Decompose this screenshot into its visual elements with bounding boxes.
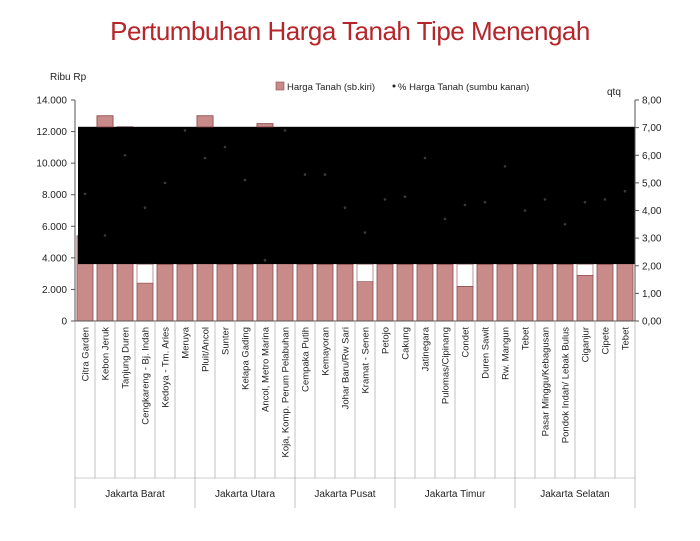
category-label: Petojo	[380, 327, 392, 354]
bar	[557, 264, 573, 321]
left-tick-label: 8.000	[41, 190, 67, 202]
category-label: Kebon Jeruk	[100, 327, 112, 381]
category-labels	[75, 321, 635, 508]
category-label: Tebet	[520, 327, 532, 351]
category-label: Koja, Komp. Perum Pelabuhan	[280, 327, 292, 458]
category-label: Cipete	[600, 327, 612, 355]
group-label: Jakarta Timur	[424, 489, 486, 500]
bar	[217, 264, 233, 321]
percent-point	[124, 154, 127, 157]
percent-point	[384, 198, 387, 201]
category-label: Jatinegara	[420, 327, 432, 372]
category-label: Condet	[460, 327, 472, 358]
dark-panel	[78, 127, 635, 264]
bar	[497, 264, 513, 321]
bar	[457, 286, 473, 321]
category-label: Kedoya - Tm. Aries	[160, 327, 172, 408]
percent-point	[84, 193, 87, 196]
bar	[577, 275, 593, 321]
percent-point	[624, 190, 627, 193]
percent-point	[504, 165, 507, 168]
bar	[377, 264, 393, 321]
page-title: Pertumbuhan Harga Tanah Tipe Menengah	[110, 16, 590, 46]
percent-point	[284, 129, 287, 132]
category-label: Pulomas/Cipinang	[440, 327, 452, 405]
category-label: Johar Baru/Rw Sari	[340, 327, 352, 410]
left-axis-unit: Ribu Rp	[50, 72, 87, 83]
category-label: Rw. Mangun	[500, 327, 512, 380]
right-tick-label: 7,00	[642, 123, 662, 135]
right-tick-label: 4,00	[642, 206, 662, 217]
bar	[177, 264, 193, 321]
percent-point	[564, 223, 567, 226]
percent-point	[424, 157, 427, 160]
left-tick-label: 10.000	[36, 158, 67, 170]
right-tick-label: 3,00	[642, 233, 662, 245]
bar	[137, 283, 153, 321]
right-tick-label: 1,00	[642, 288, 662, 300]
left-tick-label: 0	[61, 316, 67, 328]
percent-point	[344, 206, 347, 209]
right-tick-label: 0,00	[642, 316, 662, 328]
category-label: Pluit/Ancol	[200, 327, 212, 372]
category-label: Duren Sawit	[480, 327, 492, 379]
category-label: Kelapa Gading	[240, 327, 252, 390]
left-tick-label: 2.000	[41, 284, 67, 296]
category-label: Kemayoran	[320, 327, 332, 376]
percent-point	[104, 234, 107, 237]
percent-point	[524, 209, 527, 212]
bar	[437, 264, 453, 321]
category-label: Ancol, Metro Marina	[260, 327, 272, 413]
percent-point	[244, 179, 247, 182]
percent-point	[144, 206, 147, 209]
category-label: Sunter	[220, 327, 232, 355]
percent-point	[364, 231, 367, 234]
legend-label-bar: Harga Tanah (sb.kiri)	[287, 82, 376, 93]
percent-point	[164, 182, 167, 185]
group-label: Jakarta Pusat	[314, 489, 376, 500]
category-label: Tanjung Duren	[120, 327, 132, 389]
category-label: Citra Garden	[80, 327, 92, 382]
percent-point	[584, 201, 587, 204]
bar-top	[197, 116, 213, 127]
bar	[337, 264, 353, 321]
percent-point	[224, 146, 227, 149]
legend-swatch-bar	[276, 82, 284, 90]
category-label: Cempaka Putih	[300, 327, 312, 392]
bar-top	[257, 124, 273, 127]
bar	[537, 264, 553, 321]
dark-overlay-layer	[78, 116, 635, 287]
bar-gap	[457, 264, 473, 286]
percent-point	[304, 173, 307, 176]
percent-point	[544, 198, 547, 201]
bar	[297, 264, 313, 321]
bar	[517, 264, 533, 321]
right-tick-label: 2,00	[642, 261, 662, 273]
bar-gap	[577, 264, 593, 275]
category-label: Cengkareng - Bj. Indah	[140, 327, 152, 425]
group-label: Jakarta Selatan	[540, 489, 610, 500]
percent-point	[404, 195, 407, 198]
bar	[317, 264, 333, 321]
left-tick-label: 4.000	[41, 253, 67, 265]
category-label: Cakung	[400, 327, 412, 360]
group-label: Jakarta Barat	[105, 489, 165, 500]
bar	[397, 264, 413, 321]
legend	[276, 82, 529, 93]
category-label: Pasar Minggu/Kebagusan	[540, 327, 552, 437]
right-tick-label: 6,00	[642, 150, 662, 162]
left-tick-label: 12.000	[36, 127, 67, 139]
group-label: Jakarta Utara	[214, 489, 276, 500]
percent-point	[324, 173, 327, 176]
left-tick-label: 14.000	[36, 95, 67, 107]
bar-top	[97, 116, 113, 127]
percent-point	[204, 157, 207, 160]
category-label: Meruya	[180, 327, 192, 359]
bar	[357, 282, 373, 322]
right-tick-label: 8,00	[642, 95, 662, 107]
bar	[477, 264, 493, 321]
bar	[597, 264, 613, 321]
percent-point	[484, 201, 487, 204]
category-label: Ciganjur	[580, 327, 592, 363]
category-label: Tebet	[620, 327, 632, 351]
right-tick-label: 5,00	[642, 178, 662, 190]
bar	[237, 264, 253, 321]
percent-point	[464, 204, 467, 207]
legend-swatch-marker	[393, 85, 396, 88]
category-label: Pondok Indah/ Lebak Bulus	[560, 327, 572, 444]
percent-point	[604, 198, 607, 201]
legend-label-marker: % Harga Tanah (sumbu kanan)	[398, 82, 530, 93]
bar	[417, 264, 433, 321]
right-axis-unit: qtq	[607, 87, 621, 98]
bar	[157, 264, 173, 321]
percent-point	[444, 218, 447, 221]
bar-gap	[357, 264, 373, 281]
percent-point	[184, 129, 187, 132]
left-tick-label: 6.000	[41, 221, 67, 233]
percent-point	[264, 259, 267, 262]
bar-gap	[137, 264, 153, 283]
category-label: Kramat - Senen	[360, 327, 372, 394]
